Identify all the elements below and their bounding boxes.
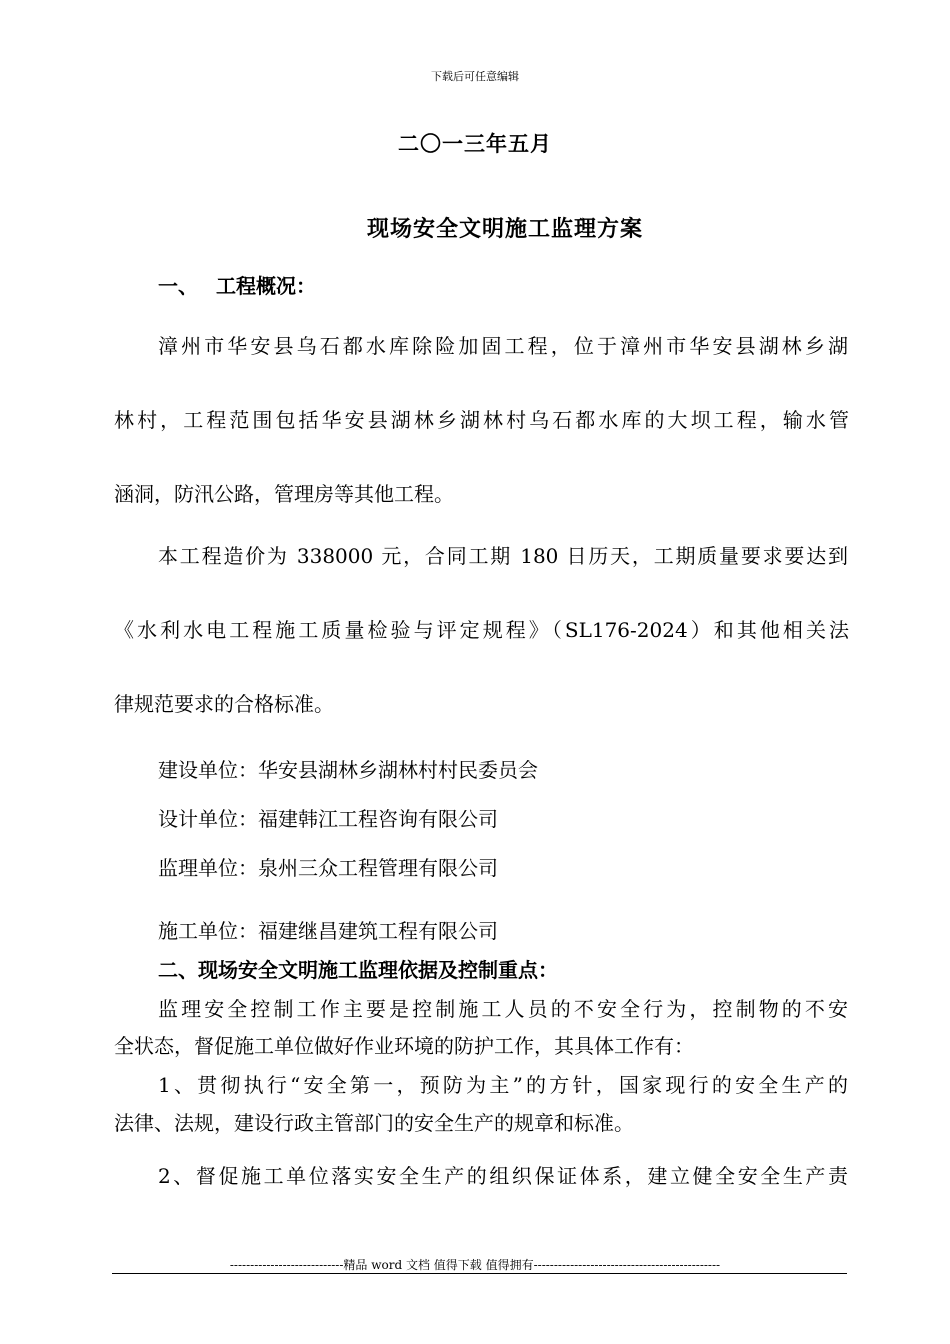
overview-line: 涵洞，防汛公路，管理房等其他工程。 — [114, 482, 454, 506]
item-2-line: 2、督促施工单位落实安全生产的组织保证体系，建立健全安全生产责 — [158, 1164, 848, 1188]
control-line: 全状态，督促施工单位做好作业环境的防护工作，其具体工作有： — [114, 1034, 694, 1058]
unit-line: 建设单位：华安县湖林乡湖林村村民委员会 — [158, 758, 538, 782]
document-date: 二〇一三年五月 — [398, 131, 552, 156]
section-1-heading: 工程概况： — [216, 274, 316, 298]
section-1-number: 一、 — [158, 274, 198, 298]
overview-line: 林村，工程范围包括华安县湖林乡湖林村乌石都水库的大坝工程，输水管 — [114, 408, 849, 432]
document-title: 现场安全文明施工监理方案 — [366, 216, 643, 242]
cost-line: 本工程造价为 338000 元，合同工期 180 日历天，工期质量要求要达到 — [158, 544, 848, 568]
section-2-heading: 二、现场安全文明施工监理依据及控制重点： — [158, 958, 558, 982]
unit-line: 施工单位：福建继昌建筑工程有限公司 — [158, 919, 498, 943]
control-line: 监理安全控制工作主要是控制施工人员的不安全行为，控制物的不安 — [158, 997, 848, 1021]
footer-rule — [112, 1273, 847, 1274]
unit-line: 监理单位：泉州三众工程管理有限公司 — [158, 856, 498, 880]
cost-line: 律规范要求的合格标准。 — [114, 692, 334, 716]
overview-line: 漳州市华安县乌石都水库除险加固工程，位于漳州市华安县湖林乡湖 — [158, 334, 848, 358]
header-note: 下载后可任意编辑 — [431, 70, 519, 83]
unit-line: 设计单位：福建韩江工程咨询有限公司 — [158, 807, 498, 831]
footer-text: ----------------------------精品 word 文档 值得下载 值得拥有---------------------------------------------- — [229, 1258, 721, 1272]
item-1-line: 1、贯彻执行“安全第一，预防为主”的方针，国家现行的安全生产的 — [158, 1073, 848, 1097]
cost-line: 《水利水电工程施工质量检验与评定规程》（SL176-2024）和其他相关法 — [114, 618, 849, 642]
item-1-line: 法律、法规，建设行政主管部门的安全生产的规章和标准。 — [114, 1111, 634, 1135]
